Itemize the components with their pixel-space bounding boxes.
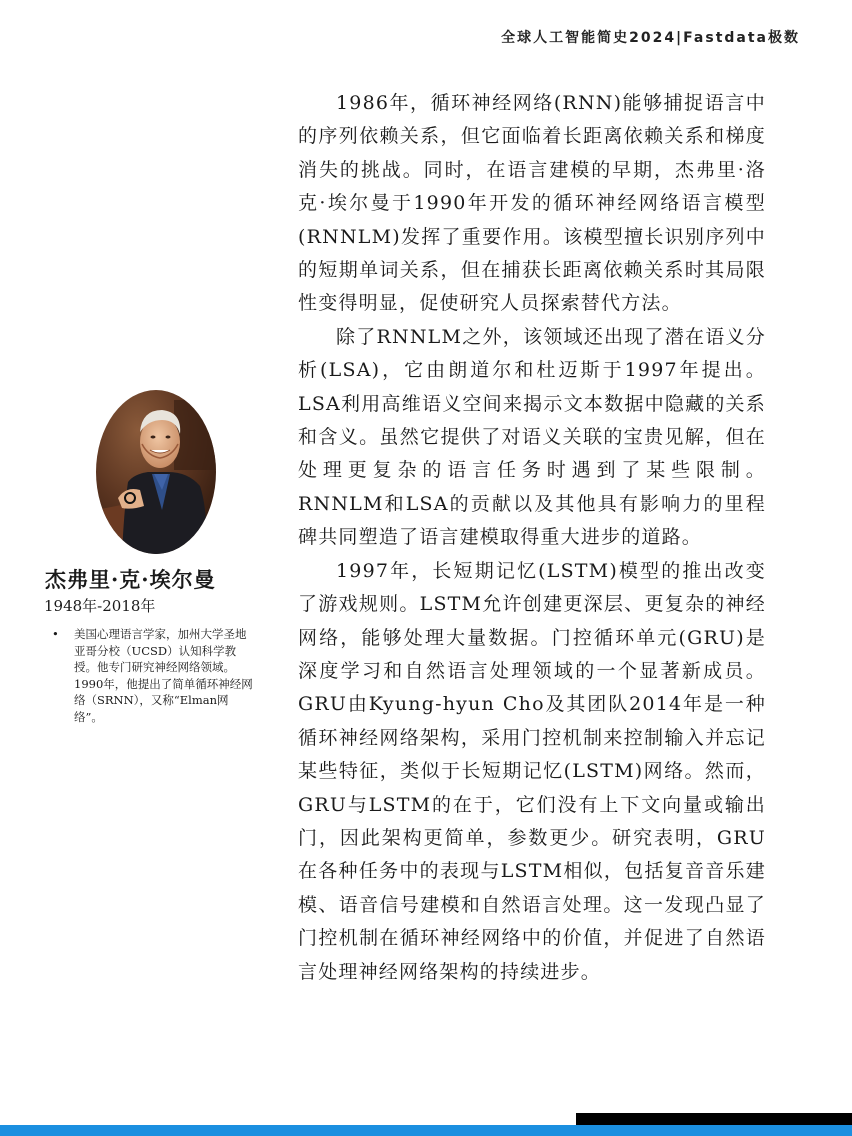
bio-description: 美国心理语言学家，加州大学圣地亚哥分校（UCSD）认知科学教授。他专门研究神经网络领域。1990年，他提出了简单循环神经网络（SRNN），又称“Elman网络”。	[74, 627, 253, 724]
page-header-title: 全球人工智能简史2024|Fastdata极数	[501, 30, 800, 46]
bio-name: 杰弗里·克·埃尔曼	[45, 567, 216, 592]
footer-black-bar	[576, 1113, 852, 1125]
bullet-marker: •	[52, 627, 59, 641]
bio-years: 1948年-2018年	[44, 597, 156, 615]
main-article	[298, 87, 766, 989]
paragraph-rnn: 1986年，循环神经网络(RNN)能够捕捉语言中的序列依赖关系，但它面临着长距离依赖关系和梯度消失的挑战。同时，在语言建模的早期，杰弗里·洛克·埃尔曼于1990年开发的循环神经网络语言模型(RNNLM)发挥了重要作用。该模型擅长识别序列中的短期单词关系，但在捕获长距离依赖关系时其局限性变得明显，促使研究人员探索替代方法。	[298, 92, 766, 315]
paragraph-lsa: 除了RNNLM之外，该领域还出现了潜在语义分析(LSA)，它由朗道尔和杜迈斯于1997年提出。LSA利用高维语义空间来揭示文本数据中隐藏的关系和含义。虽然它提供了对语义关联的宝贵见解，但在处理更复杂的语言任务时遇到了某些限制。RNNLM和LSA的贡献以及其他具有影响力的里程碑共同塑造了语言建模取得重大进步的道路。	[298, 325, 766, 549]
person-photo-icon	[96, 390, 216, 554]
footer-blue-bar	[0, 1125, 852, 1136]
bio-bullet-item	[52, 626, 262, 725]
portrait-photo	[96, 390, 216, 554]
paragraph-lstm-gru: 1997年，长短期记忆(LSTM)模型的推出改变了游戏规则。LSTM允许创建更深层、更复杂的神经网络，能够处理大量数据。门控循环单元(GRU)是深度学习和自然语言处理领域的一个显著新成员。GRU由Kyung-hyun Cho及其团队2014年是一种循环神经网络架构，采用门控机制来控制输入并忘记某些特征，类似于长短期记忆(LSTM)网络。然而，GRU与LSTM的在于，它们没有上下文向量或输出门，因此架构更简单，参数更少。研究表明，GRU在各种任务中的表现与LSTM相似，包括复音音乐建模、语音信号建模和自然语言处理。这一发现凸显了门控机制在循环神经网络中的价值，并促进了自然语言处理神经网络架构的持续进步。	[298, 559, 766, 983]
